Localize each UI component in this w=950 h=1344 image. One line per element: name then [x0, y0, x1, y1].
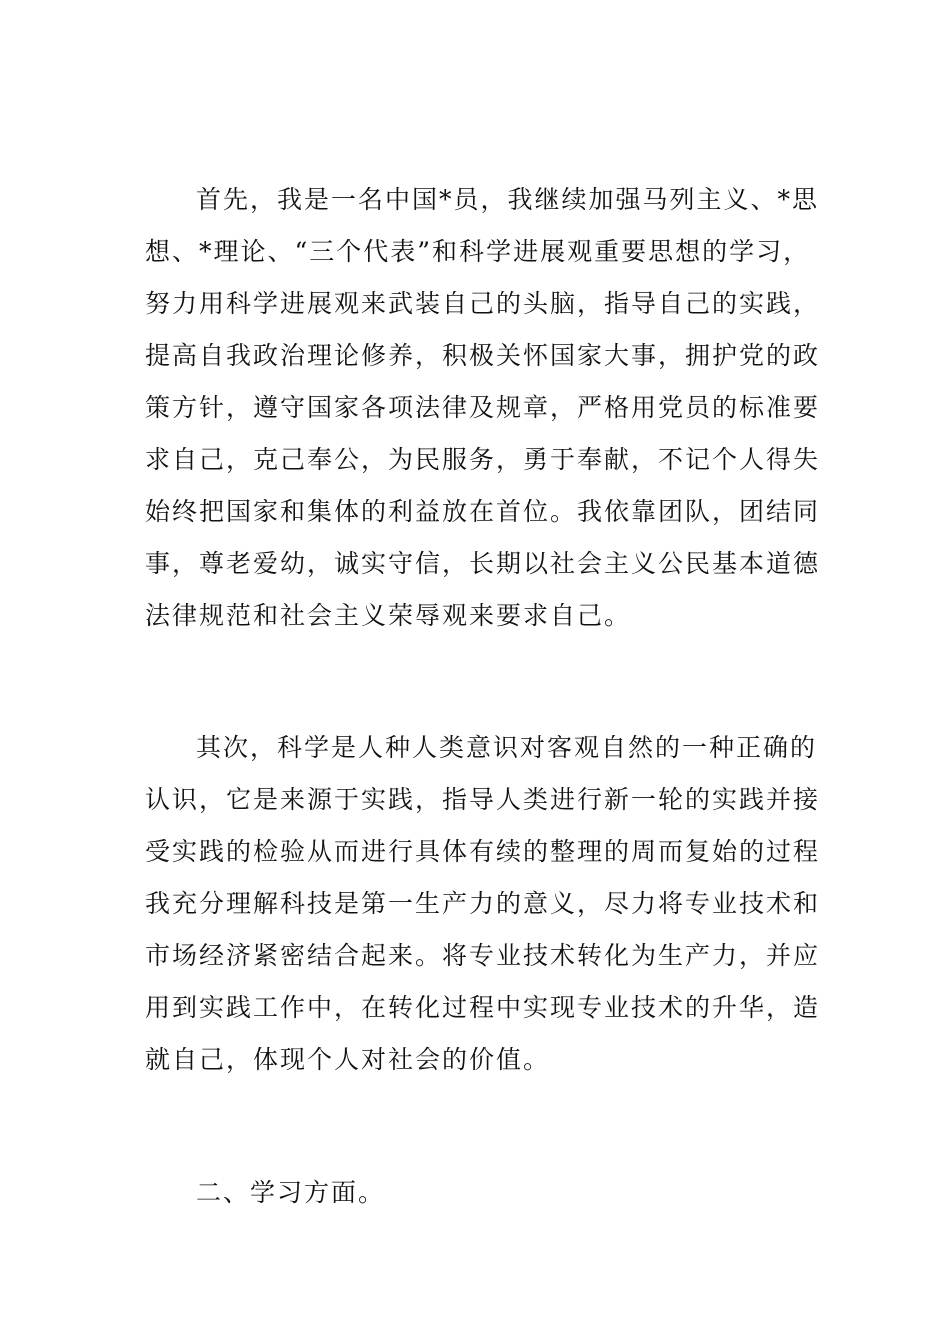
- paragraph-line: 就自己，体现个人对社会的价值。: [145, 1045, 551, 1074]
- section-heading: 二、学习方面。: [196, 1178, 386, 1207]
- paragraph-line: 策方针，遵守国家各项法律及规章，严格用党员的标准要: [145, 393, 821, 422]
- paragraph-line: 首先，我是一名中国*员，我继续加强马列主义、*思: [196, 185, 820, 214]
- paragraph-line: 受实践的检验从而进行具体有续的整理的周而复始的过程: [145, 837, 821, 866]
- paragraph-line: 努力用科学进展观来武装自己的头脑，指导自己的实践，: [145, 289, 821, 318]
- paragraph-line: 求自己，克己奉公，为民服务，勇于奉献，不记个人得失: [145, 445, 821, 474]
- paragraph-line: 想、*理论、“三个代表”和科学进展观重要思想的学习，: [145, 237, 811, 266]
- paragraph-line: 我充分理解科技是第一生产力的意义，尽力将专业技术和: [145, 889, 821, 918]
- paragraph-line: 提高自我政治理论修养，积极关怀国家大事，拥护党的政: [145, 341, 821, 370]
- paragraph-line: 市场经济紧密结合起来。将专业技术转化为生产力，并应: [145, 941, 821, 970]
- paragraph-line: 始终把国家和集体的利益放在首位。我依靠团队，团结同: [145, 497, 821, 526]
- paragraph-line: 认识，它是来源于实践，指导人类进行新一轮的实践并接: [145, 785, 821, 814]
- paragraph-line: 用到实践工作中，在转化过程中实现专业技术的升华，造: [145, 993, 821, 1022]
- paragraph-line: 其次，科学是人种人类意识对客观自然的一种正确的: [196, 733, 818, 762]
- paragraph-line: 事，尊老爱幼，诚实守信，长期以社会主义公民基本道德: [145, 549, 821, 578]
- paragraph-line: 法律规范和社会主义荣辱观来要求自己。: [145, 601, 632, 630]
